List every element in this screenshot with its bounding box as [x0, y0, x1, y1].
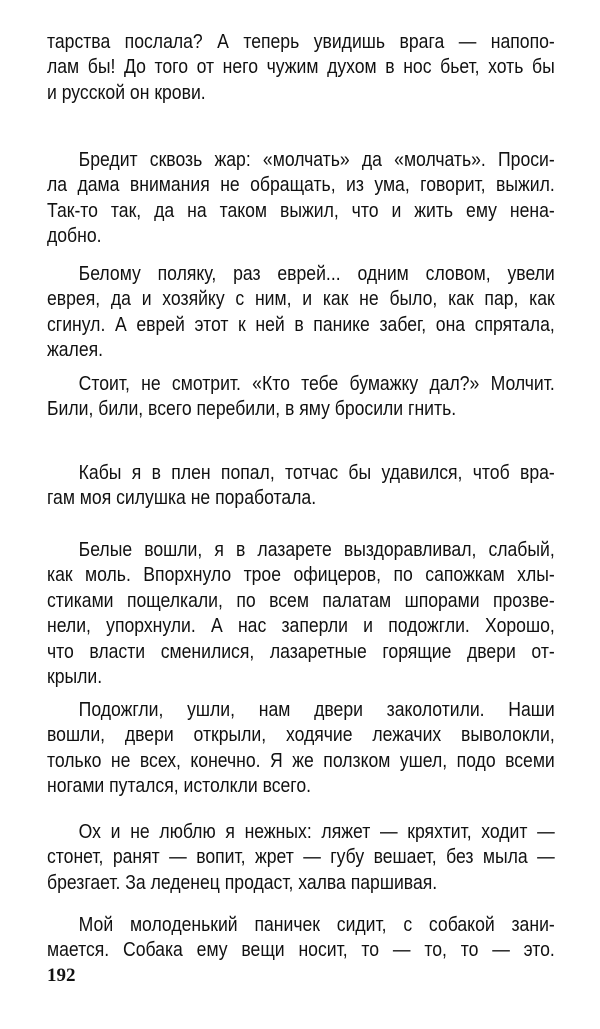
text-line: ла дама внимания не обращать, из ума, говорит, выжил.	[47, 174, 555, 197]
paragraph	[47, 820, 555, 896]
text-line: ногами путался, истолкли всего.	[47, 775, 312, 798]
text-line: вошли, двери открыли, ходячие лежачих выволокли,	[47, 724, 555, 747]
text-line: Кабы я в плен попал, тотчас бы удавился, чтоб вра-	[78, 462, 555, 484]
text-line: что власти сменилися, лазаретные горящие двери от-	[47, 640, 555, 663]
paragraph	[47, 372, 555, 423]
text-line: сгинул. А еврей этот к ней в панике забег, она спрятала,	[47, 313, 555, 336]
text-line: еврея, да и хозяйку с ним, и как не было, как пар, как	[47, 288, 555, 311]
text-line: Бредит сквозь жар: «молчать» да «молчать». Проси-	[78, 149, 555, 171]
paragraph	[47, 461, 555, 512]
text-line: Подожгли, ушли, нам двери заколотили. Наши	[78, 699, 555, 721]
text-line: Стоит, не смотрит. «Кто тебе бумажку дал?» Молчит.	[78, 373, 555, 395]
text-line: гам моя силушка не поработала.	[47, 487, 317, 510]
text-line: нели, упорхнули. А нас заперли и подожгли. Хорошо,	[47, 615, 555, 638]
text-line: жалея.	[47, 339, 104, 362]
text-line: крыли.	[47, 665, 103, 688]
page-number: 192	[47, 965, 76, 986]
text-line: Белые вошли, я в лазарете выздоравливал, слабый,	[78, 539, 555, 561]
text-line: лам бы! До того от него чужим духом в нос бьет, хоть бы	[47, 56, 555, 79]
text-line: стиками пощелкали, по всем палатам шпорами прозве-	[47, 589, 555, 612]
paragraph	[47, 698, 555, 800]
paragraph	[47, 30, 555, 106]
paragraph	[47, 148, 555, 250]
text-line: добно.	[47, 225, 102, 248]
text-line: как моль. Впорхнуло трое офицеров, по сапожкам хлы-	[47, 564, 555, 587]
text-line: только не всех, конечно. Я же ползком ушел, подо всеми	[47, 749, 555, 772]
text-line: Белому поляку, раз еврей... одним словом, увели	[78, 263, 555, 285]
text-line: Так-то так, да на таком выжил, что и жить ему нена-	[47, 199, 555, 222]
text-line: Били, били, всего перебили, в яму бросили гнить.	[47, 398, 457, 421]
text-line: и русской он крови.	[47, 81, 206, 104]
paragraph	[47, 538, 555, 690]
paragraph	[47, 913, 555, 964]
text-line: брезгает. За леденец продаст, халва паршивая.	[47, 871, 438, 894]
text-line: Ох и не люблю я нежных: ляжет — кряхтит, ходит —	[78, 821, 555, 843]
paragraph	[47, 262, 555, 364]
text-line: стонет, ранят — вопит, жрет — губу вешает, без мыла —	[47, 846, 555, 869]
text-line: тарства послала? А теперь увидишь врага — напопо-	[47, 31, 555, 53]
text-line: мается. Собака ему вещи носит, то — то, то — это.	[47, 939, 555, 962]
text-line: Мой молоденький паничек сидит, с собакой зани-	[78, 914, 555, 936]
